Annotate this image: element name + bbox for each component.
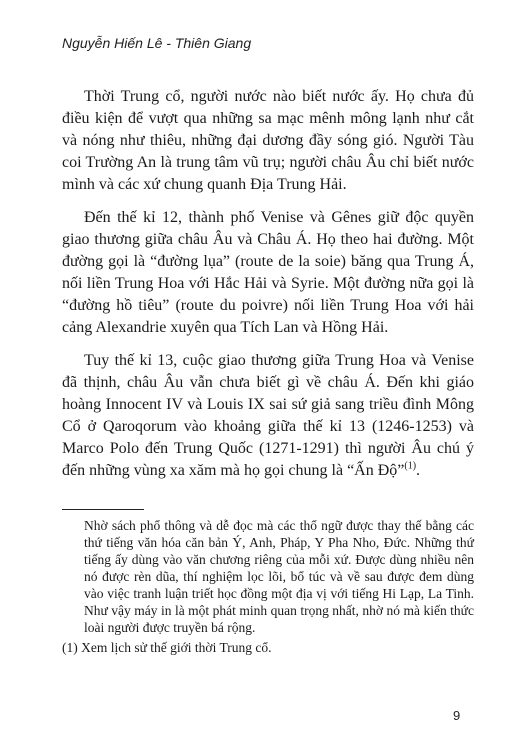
footnote-1: (1) Xem lịch sử thế giới thời Trung cổ. [62,640,272,655]
main-text [62,86,474,493]
running-header: Nguyễn Hiến Lê - Thiên Giang [62,35,252,51]
paragraph: Đến thế kỉ 12, thành phố Venise và Gênes giữ độc quyền giao thương giữa châu Âu và Châu Á. Họ theo hai đường. Một đường gọi là “đường lụa” (route de la soie) băng qua Trung Á, nối liền Trung Hoa với Hắc Hải và Syrie. Một đường nữa gọi là “đường hồ tiêu” (route du poivre) nối liền Trung Hoa với hải cảng Alexandrie xuyên qua Tích Lan và Hồng Hải. [62,209,474,336]
footnote-divider [62,509,144,510]
page-number: 9 [453,708,461,723]
paragraph [62,350,474,482]
footnote-reference: (1) [404,460,417,472]
paragraph: Thời Trung cổ, người nước nào biết nước ấy. Họ chưa đủ điều kiện để vượt qua những sa mạc mênh mông lạnh như cắt và nóng như thiêu, những đại dương đầy sóng gió. Người Tàu coi Trường An là trung tâm vũ trụ; người châu Âu chỉ biết nước mình và các xứ chung quanh Địa Trung Hải. [62,88,474,193]
paragraph-end: . [416,462,421,479]
footnote-continued: Nhờ sách phổ thông và dễ đọc mà các thổ ngữ được thay thế bằng các thứ tiếng văn hóa căn bản Ý, Anh, Pháp, Y Pha Nho, Đức. Những thứ tiếng ấy dùng vào văn chương riêng của mỗi xứ. Được dùng nhiều nên nó được rèn dũa, thí nghiệm lọc lõi, bổ túc và về sau được đem dùng vào việc tranh luận triết học đồng một địa vị với tiếng Hi Lạp, La Tinh. Như vậy máy in là một phát minh quan trọng nhất, nhờ nó mà kiến thức loài người được truyền bá rộng. [84,518,474,635]
paragraph-text: Tuy thế kỉ 13, cuộc giao thương giữa Trung Hoa và Venise đã thịnh, châu Âu vẫn chưa biết gì về châu Á. Đến khi giáo hoàng Innocent IV và Louis IX sai sứ giả sang triều đình Mông Cổ ở Qaroqorum vào khoảng giữa thế kỉ 13 (1246-1253) và Marco Polo đến Trung Quốc (1271-1291) thì người Âu chú ý đến những vùng xa xăm mà họ gọi chung là “Ấn Độ” [62,352,474,479]
footnotes [62,517,474,656]
